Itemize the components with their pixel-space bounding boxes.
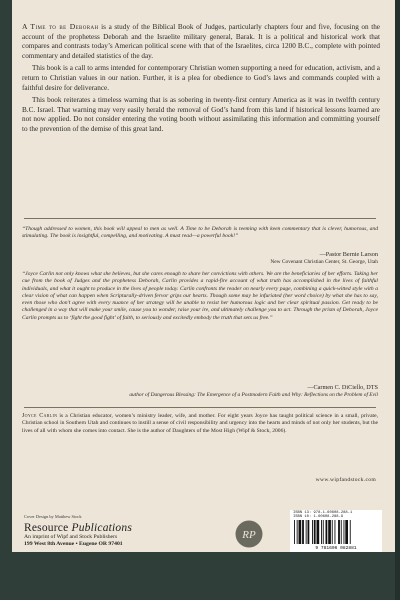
- barcode-bar: [335, 520, 336, 544]
- publisher-address: 199 West 8th Avenue • Eugene OR 97401: [24, 541, 123, 547]
- spine-edge: [395, 0, 400, 600]
- endorsement-attribution: [48, 385, 378, 399]
- barcode-bar: [317, 520, 320, 544]
- barcode-bar: [323, 520, 324, 544]
- publisher-block: [24, 522, 244, 548]
- barcode-bar: [299, 520, 302, 544]
- barcode-bar: [314, 520, 316, 544]
- barcode-box: [290, 510, 382, 552]
- author-name: Joyce Carlin: [22, 413, 58, 419]
- isbn-10: ISBN 10: 1-60608-288-9: [293, 515, 344, 519]
- logo-text: RP: [242, 529, 256, 541]
- barcode-bar: [302, 520, 304, 544]
- isbn-13: ISBN 13: 978-1-60608-288-1: [293, 511, 353, 515]
- barcode-bars: [294, 520, 351, 544]
- barcode-digits: 9 781606 082881: [315, 546, 357, 550]
- barcode-bar: [294, 520, 295, 544]
- divider-bottom: [24, 407, 376, 408]
- description-paragraph-2: This book is a call to arms intended for contemporary Christian women supporting a need for education, activism, and a return to Christian values in our nation. Further, it is a plea for obedience to God’s laws and commands coupled with a faithful desire for deliverance.: [22, 64, 380, 92]
- description-paragraph-3: This book reiterates a timeless warning that is as sobering in twenty-first century America as it was in twelfth century B.C. Israel. That warning may very easily herald the removal of God’s hand from this land if historical lessons learned are not now applied. Do not consider entering the voting booth without assimilating this information and committing yourself to the prevention of the demise of this great land.: [22, 96, 380, 133]
- endorser-name: —Pastor Bernie Larson: [319, 251, 378, 258]
- author-bio: [22, 413, 378, 435]
- barcode: [292, 520, 380, 550]
- endorser-affiliation: New Covenant Christian Center, St. George, Utah: [270, 258, 378, 265]
- barcode-bar: [350, 520, 351, 544]
- endorsement-quote: “Joyce Carlin not only knows what she believes, but she cares enough to share her convictions with others. We are the beneficiaries of her efforts. Taking her cue from the book of Judges and the prophetess Deborah, Carlin provides a rapid-fire account of what truth has accomplished in the lives of faithful individuals, and what it ought to produce in the lives of people today. Carlin confronts the reader on nearly every page, combining a quick-witted style with a clear vision of what can happen when Scripturally-driven fervor grips our hearts. Though some may be infuriated (her word choice) by what she has to say, even those who don’t agree with every nuance of her strategy will be unable to resist her humorous logic and her clear spiritual passion. Get ready to be challenged in a way that will make your smile, cause you to wonder, raise your ire, and ultimately challenge you to act. Through the prism of Deborah, Joyce Carlin prompts us to ‘fight the good fight’ of faith, to seriously and excitedly embody the truth that sets us free.”: [22, 271, 378, 321]
- endorsement-attribution: [178, 252, 378, 266]
- publisher-imprint: An imprint of Wipf and Stock Publishers: [24, 534, 118, 540]
- endorsement-1: [22, 226, 378, 241]
- endorser-affiliation: author of Dangerous Blessing: The Emergence of a Postmodern Faith and Why: Reflections on the Problem of Evil: [129, 391, 378, 398]
- divider-top: [24, 218, 376, 219]
- barcode-bar: [332, 520, 333, 544]
- barcode-bar: [345, 520, 348, 544]
- publisher-logo: [235, 520, 263, 548]
- author-bio-text: is a Christian educator, women’s ministry leader, wife, and mother. For eight years Joyce has taught political science in a small, private, Christian school in Southern Utah and continues to instill a sense of civil responsibility and urgency into the hearts and minds of not only her students, but the lives of all with whom she comes into contact. She is the author of Daughters of the Most High (Wipf & Stock, 2006).: [22, 413, 378, 434]
- barcode-bar: [321, 520, 322, 544]
- barcode-bar: [341, 520, 342, 544]
- website-url: www.wipfandstock.com: [315, 477, 376, 483]
- barcode-bar: [328, 520, 331, 544]
- barcode-bar: [312, 520, 313, 544]
- barcode-bar: [297, 520, 298, 544]
- barcode-bar: [306, 520, 307, 544]
- barcode-bar: [308, 520, 310, 544]
- publisher-name: Resource Publications: [24, 522, 133, 534]
- endorsement-2: [22, 271, 378, 322]
- endorser-name: —Carmen C. DiCiello, DTS: [307, 384, 378, 391]
- book-description: [22, 22, 380, 138]
- barcode-bar: [344, 520, 345, 544]
- book-title: A Time to be Deborah: [22, 22, 99, 31]
- description-paragraph-1: A Time to be Deborah is a study of the Biblical Book of Judges, particularly chapters four and five, focusing on the account of the prophetess Deborah and the Israelite military general, Barak. It is a political and historical work that compares and contrasts today’s American political scene with that of the Israelites, circa 1200 B.C., complete with pointed commentary and detailed statistics of the day.: [22, 22, 380, 60]
- endorsement-quote: “Though addressed to women, this book will appeal to men as well. A Time to be Deborah is teeming with keen commentary that is clever, humorous, and stimulating. The book is insightful, compelling, and motivating. A must read—a powerful book!”: [22, 226, 378, 240]
- barcode-bar: [326, 520, 328, 544]
- barcode-bar: [338, 520, 340, 544]
- cover-design-credit: Cover Design by Matthew Stock: [24, 514, 82, 519]
